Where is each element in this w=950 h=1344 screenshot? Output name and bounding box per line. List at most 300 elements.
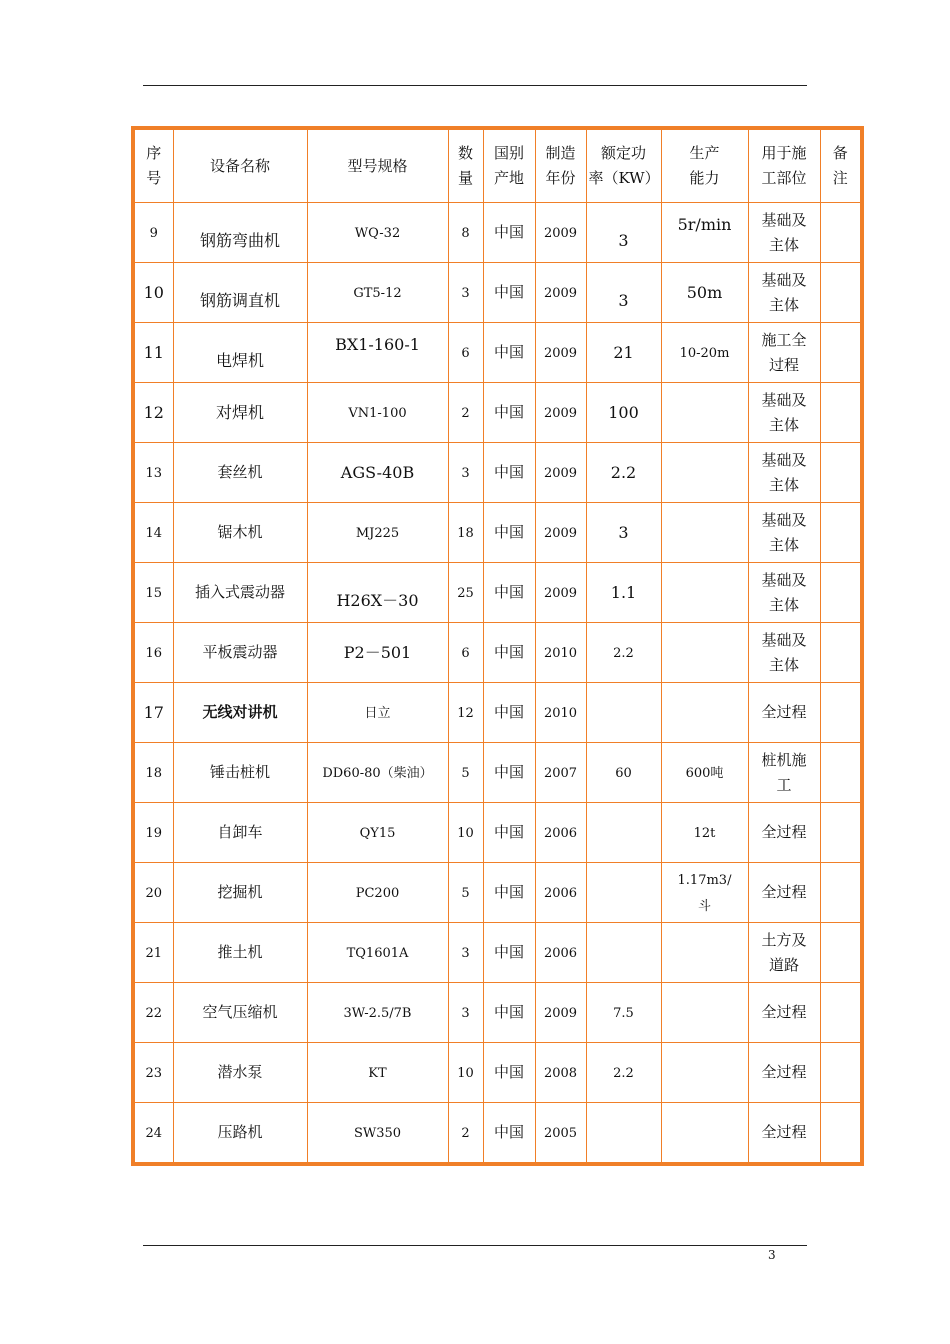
name-text: 插入式震动器 xyxy=(194,583,285,601)
header-model: 型号规格 xyxy=(307,128,448,203)
cell-capacity xyxy=(661,923,748,983)
cell-origin xyxy=(483,743,535,803)
cell-origin xyxy=(483,863,535,923)
model-text: 日立 xyxy=(364,705,391,721)
model-text: AGS-40B xyxy=(340,462,415,482)
table-row xyxy=(133,743,862,803)
seq-text: 16 xyxy=(145,645,163,661)
cell-qty xyxy=(448,623,483,683)
cell-origin xyxy=(483,683,535,743)
cell-year xyxy=(535,623,586,683)
cell-model xyxy=(307,1103,448,1165)
seq-text: 17 xyxy=(143,702,164,722)
year-text: 2006 xyxy=(543,885,578,901)
usage-text: 桩机施 工 xyxy=(761,750,807,794)
seq-text: 9 xyxy=(149,225,158,241)
table-row xyxy=(133,263,862,323)
origin-text: 中国 xyxy=(493,823,524,841)
cell-note xyxy=(820,443,862,503)
power-text: 21 xyxy=(613,342,634,362)
cell-name xyxy=(173,743,307,803)
model-text: QY15 xyxy=(359,825,396,841)
cell-model xyxy=(307,443,448,503)
origin-text: 中国 xyxy=(493,703,524,721)
header-usage: 用于施 工部位 xyxy=(748,128,820,203)
cell-note xyxy=(820,323,862,383)
header-power: 额定功 率（KW） xyxy=(586,128,661,203)
power-text: 60 xyxy=(615,765,632,781)
cell-power xyxy=(586,383,661,443)
cell-seq xyxy=(133,803,173,863)
name-text: 无线对讲机 xyxy=(202,703,278,721)
table-header-row xyxy=(133,128,862,203)
cell-usage xyxy=(748,383,820,443)
cell-capacity xyxy=(661,743,748,803)
origin-text: 中国 xyxy=(493,763,524,781)
cell-capacity xyxy=(661,1103,748,1165)
qty-text: 8 xyxy=(461,225,470,241)
cell-seq xyxy=(133,443,173,503)
seq-text: 24 xyxy=(145,1125,163,1141)
origin-text: 中国 xyxy=(493,1123,524,1141)
header-capacity: 生产 能力 xyxy=(661,128,748,203)
cell-origin xyxy=(483,443,535,503)
table-row xyxy=(133,383,862,443)
origin-text: 中国 xyxy=(493,403,524,421)
cell-capacity xyxy=(661,983,748,1043)
cell-name xyxy=(173,203,307,263)
cell-model xyxy=(307,623,448,683)
usage-text: 全过程 xyxy=(761,703,807,721)
cell-name xyxy=(173,323,307,383)
cell-seq xyxy=(133,383,173,443)
origin-text: 中国 xyxy=(493,583,524,601)
power-text: 100 xyxy=(608,402,639,422)
year-text: 2006 xyxy=(543,945,578,961)
cell-qty xyxy=(448,923,483,983)
cell-name xyxy=(173,1103,307,1165)
table-row xyxy=(133,203,862,263)
seq-text: 22 xyxy=(145,1005,163,1021)
cell-name xyxy=(173,983,307,1043)
year-text: 2009 xyxy=(543,525,578,541)
name-text: 空气压缩机 xyxy=(202,1003,278,1021)
table-row xyxy=(133,923,862,983)
cell-usage xyxy=(748,803,820,863)
cell-usage xyxy=(748,923,820,983)
table-row xyxy=(133,563,862,623)
cell-note xyxy=(820,923,862,983)
name-text: 锯木机 xyxy=(217,523,263,541)
qty-text: 5 xyxy=(461,885,470,901)
cell-power xyxy=(586,683,661,743)
cell-capacity xyxy=(661,563,748,623)
usage-text: 全过程 xyxy=(761,883,807,901)
cell-note xyxy=(820,743,862,803)
cell-power xyxy=(586,563,661,623)
cell-origin xyxy=(483,923,535,983)
cell-name xyxy=(173,563,307,623)
cell-qty xyxy=(448,263,483,323)
cell-usage xyxy=(748,323,820,383)
model-text: WQ-32 xyxy=(354,225,401,241)
name-text: 电焊机 xyxy=(215,350,264,370)
cell-capacity xyxy=(661,263,748,323)
qty-text: 6 xyxy=(461,345,470,361)
table-row xyxy=(133,323,862,383)
cell-seq xyxy=(133,863,173,923)
seq-text: 20 xyxy=(145,885,163,901)
cell-seq xyxy=(133,743,173,803)
name-text: 压路机 xyxy=(217,1123,263,1141)
cell-model xyxy=(307,743,448,803)
qty-text: 10 xyxy=(457,825,474,841)
power-text: 3 xyxy=(618,522,629,542)
cell-capacity xyxy=(661,683,748,743)
cell-capacity xyxy=(661,863,748,923)
seq-text: 11 xyxy=(143,342,164,362)
qty-text: 3 xyxy=(461,285,470,301)
cell-usage xyxy=(748,563,820,623)
cell-note xyxy=(820,623,862,683)
model-text: DD60-80（柴油） xyxy=(322,765,433,781)
cell-power xyxy=(586,1103,661,1165)
cell-name xyxy=(173,863,307,923)
cell-model xyxy=(307,263,448,323)
cell-note xyxy=(820,1043,862,1103)
cell-year xyxy=(535,443,586,503)
qty-text: 12 xyxy=(457,705,474,721)
qty-text: 10 xyxy=(457,1065,474,1081)
usage-text: 全过程 xyxy=(761,823,807,841)
power-text: 1.1 xyxy=(610,582,637,602)
cell-year xyxy=(535,563,586,623)
usage-text: 基础及 主体 xyxy=(761,570,807,614)
header-origin: 国别 产地 xyxy=(483,128,535,203)
cell-name xyxy=(173,503,307,563)
year-text: 2010 xyxy=(543,645,578,661)
cell-usage xyxy=(748,863,820,923)
cell-model xyxy=(307,683,448,743)
power-text: 7.5 xyxy=(613,1005,634,1021)
name-text: 挖掘机 xyxy=(217,883,263,901)
year-text: 2009 xyxy=(543,345,578,361)
power-text: 3 xyxy=(618,230,629,250)
cell-usage xyxy=(748,263,820,323)
power-text: 2.2 xyxy=(613,645,634,661)
cell-year xyxy=(535,803,586,863)
capacity-text: 5r/min xyxy=(677,214,732,234)
cell-usage xyxy=(748,1043,820,1103)
table-row xyxy=(133,863,862,923)
header-rule xyxy=(143,85,807,86)
cell-power xyxy=(586,923,661,983)
cell-note xyxy=(820,683,862,743)
cell-qty xyxy=(448,383,483,443)
model-text: 3W-2.5/7B xyxy=(343,1005,412,1021)
cell-seq xyxy=(133,983,173,1043)
cell-note xyxy=(820,503,862,563)
equipment-table xyxy=(131,126,864,1166)
usage-text: 施工全 过程 xyxy=(761,330,807,374)
cell-qty xyxy=(448,503,483,563)
table-row xyxy=(133,1043,862,1103)
cell-year xyxy=(535,743,586,803)
cell-year xyxy=(535,863,586,923)
cell-qty xyxy=(448,983,483,1043)
page-number: 3 xyxy=(768,1248,776,1262)
cell-note xyxy=(820,203,862,263)
cell-seq xyxy=(133,1103,173,1165)
cell-qty xyxy=(448,1043,483,1103)
origin-text: 中国 xyxy=(493,1063,524,1081)
name-text: 平板震动器 xyxy=(202,643,278,661)
footer-rule xyxy=(143,1245,807,1246)
cell-name xyxy=(173,383,307,443)
year-text: 2007 xyxy=(543,765,578,781)
cell-seq xyxy=(133,563,173,623)
name-text: 钢筋弯曲机 xyxy=(199,230,280,250)
header-seq: 序 号 xyxy=(133,128,173,203)
name-text: 推土机 xyxy=(217,943,263,961)
power-text: 2.2 xyxy=(610,462,637,482)
usage-text: 基础及 主体 xyxy=(761,210,807,254)
cell-year xyxy=(535,323,586,383)
cell-power xyxy=(586,443,661,503)
table-row xyxy=(133,623,862,683)
usage-text: 基础及 主体 xyxy=(761,450,807,494)
year-text: 2009 xyxy=(543,225,578,241)
name-text: 自卸车 xyxy=(217,823,263,841)
seq-text: 13 xyxy=(145,465,163,481)
cell-origin xyxy=(483,323,535,383)
cell-origin xyxy=(483,1103,535,1165)
model-text: GT5-12 xyxy=(353,285,402,301)
cell-usage xyxy=(748,743,820,803)
cell-note xyxy=(820,803,862,863)
cell-power xyxy=(586,803,661,863)
origin-text: 中国 xyxy=(493,1003,524,1021)
header-note: 备 注 xyxy=(820,128,862,203)
capacity-text: 12t xyxy=(693,825,716,841)
cell-model xyxy=(307,563,448,623)
usage-text: 基础及 主体 xyxy=(761,270,807,314)
capacity-text: 600吨 xyxy=(685,765,724,781)
seq-text: 10 xyxy=(143,282,164,302)
seq-text: 15 xyxy=(145,585,163,601)
cell-power xyxy=(586,503,661,563)
cell-note xyxy=(820,563,862,623)
cell-seq xyxy=(133,623,173,683)
cell-qty xyxy=(448,443,483,503)
cell-model xyxy=(307,323,448,383)
cell-year xyxy=(535,923,586,983)
cell-capacity xyxy=(661,443,748,503)
qty-text: 3 xyxy=(461,465,470,481)
cell-origin xyxy=(483,383,535,443)
qty-text: 5 xyxy=(461,765,470,781)
qty-text: 2 xyxy=(461,405,470,421)
cell-seq xyxy=(133,1043,173,1103)
origin-text: 中国 xyxy=(493,943,524,961)
table-row xyxy=(133,983,862,1043)
cell-model xyxy=(307,203,448,263)
seq-text: 23 xyxy=(145,1065,163,1081)
cell-name xyxy=(173,803,307,863)
model-text: PC200 xyxy=(355,885,400,901)
qty-text: 3 xyxy=(461,1005,470,1021)
cell-usage xyxy=(748,623,820,683)
cell-name xyxy=(173,263,307,323)
origin-text: 中国 xyxy=(493,523,524,541)
model-text: H26X－30 xyxy=(336,590,419,610)
cell-power xyxy=(586,623,661,683)
cell-power xyxy=(586,1043,661,1103)
name-text: 对焊机 xyxy=(215,402,264,422)
table-body xyxy=(133,203,862,1165)
cell-capacity xyxy=(661,803,748,863)
seq-text: 12 xyxy=(143,402,164,422)
cell-model xyxy=(307,1043,448,1103)
cell-power xyxy=(586,203,661,263)
origin-text: 中国 xyxy=(493,223,524,241)
cell-origin xyxy=(483,623,535,683)
cell-year xyxy=(535,983,586,1043)
cell-origin xyxy=(483,983,535,1043)
capacity-text: 50m xyxy=(686,282,723,302)
cell-name xyxy=(173,923,307,983)
table-row xyxy=(133,1103,862,1165)
cell-origin xyxy=(483,563,535,623)
cell-seq xyxy=(133,683,173,743)
year-text: 2009 xyxy=(543,1005,578,1021)
model-text: KT xyxy=(368,1065,387,1081)
cell-qty xyxy=(448,803,483,863)
year-text: 2009 xyxy=(543,465,578,481)
table-row xyxy=(133,803,862,863)
table-row xyxy=(133,443,862,503)
cell-note xyxy=(820,383,862,443)
model-text: P2－501 xyxy=(343,642,412,662)
cell-year xyxy=(535,503,586,563)
power-text: 3 xyxy=(618,290,629,310)
model-text: SW350 xyxy=(353,1125,402,1141)
cell-origin xyxy=(483,203,535,263)
name-text: 套丝机 xyxy=(217,463,263,481)
cell-qty xyxy=(448,683,483,743)
cell-qty xyxy=(448,323,483,383)
cell-name xyxy=(173,1043,307,1103)
cell-year xyxy=(535,383,586,443)
cell-capacity xyxy=(661,1043,748,1103)
name-text: 钢筋调直机 xyxy=(199,290,280,310)
year-text: 2008 xyxy=(543,1065,578,1081)
cell-note xyxy=(820,1103,862,1165)
cell-year xyxy=(535,683,586,743)
seq-text: 19 xyxy=(145,825,163,841)
usage-text: 全过程 xyxy=(761,1123,807,1141)
year-text: 2006 xyxy=(543,825,578,841)
cell-power xyxy=(586,983,661,1043)
qty-text: 25 xyxy=(457,585,474,601)
usage-text: 全过程 xyxy=(761,1003,807,1021)
cell-usage xyxy=(748,983,820,1043)
year-text: 2009 xyxy=(543,285,578,301)
year-text: 2009 xyxy=(543,405,578,421)
capacity-text: 10-20m xyxy=(679,345,730,361)
qty-text: 3 xyxy=(461,945,470,961)
usage-text: 基础及 主体 xyxy=(761,630,807,674)
cell-year xyxy=(535,263,586,323)
seq-text: 18 xyxy=(145,765,163,781)
power-text: 2.2 xyxy=(613,1065,634,1081)
table-row xyxy=(133,683,862,743)
cell-year xyxy=(535,1103,586,1165)
cell-capacity xyxy=(661,383,748,443)
cell-capacity xyxy=(661,203,748,263)
usage-text: 土方及 道路 xyxy=(761,930,807,974)
usage-text: 基础及 主体 xyxy=(761,390,807,434)
origin-text: 中国 xyxy=(493,883,524,901)
seq-text: 21 xyxy=(145,945,163,961)
cell-model xyxy=(307,503,448,563)
year-text: 2009 xyxy=(543,585,578,601)
header-name: 设备名称 xyxy=(173,128,307,203)
cell-seq xyxy=(133,503,173,563)
cell-origin xyxy=(483,263,535,323)
cell-power xyxy=(586,743,661,803)
year-text: 2005 xyxy=(543,1125,578,1141)
origin-text: 中国 xyxy=(493,283,524,301)
cell-note xyxy=(820,863,862,923)
usage-text: 全过程 xyxy=(761,1063,807,1081)
model-text: TQ1601A xyxy=(346,945,409,961)
cell-name xyxy=(173,443,307,503)
cell-year xyxy=(535,1043,586,1103)
cell-name xyxy=(173,683,307,743)
model-text: VN1-100 xyxy=(348,405,407,421)
cell-usage xyxy=(748,443,820,503)
year-text: 2010 xyxy=(543,705,578,721)
cell-model xyxy=(307,383,448,443)
cell-qty xyxy=(448,743,483,803)
model-text: BX1-160-1 xyxy=(335,334,420,354)
qty-text: 2 xyxy=(461,1125,470,1141)
cell-usage xyxy=(748,203,820,263)
cell-seq xyxy=(133,923,173,983)
cell-capacity xyxy=(661,623,748,683)
cell-seq xyxy=(133,203,173,263)
seq-text: 14 xyxy=(145,525,163,541)
table-row xyxy=(133,503,862,563)
model-text: MJ225 xyxy=(355,525,400,541)
cell-power xyxy=(586,323,661,383)
cell-model xyxy=(307,923,448,983)
cell-origin xyxy=(483,803,535,863)
cell-power xyxy=(586,263,661,323)
cell-seq xyxy=(133,263,173,323)
header-qty: 数 量 xyxy=(448,128,483,203)
cell-note xyxy=(820,983,862,1043)
cell-qty xyxy=(448,863,483,923)
name-text: 锤击桩机 xyxy=(209,763,270,781)
cell-note xyxy=(820,263,862,323)
capacity-text: 1.17m3/ 斗 xyxy=(677,872,732,914)
origin-text: 中国 xyxy=(493,343,524,361)
header-year: 制造 年份 xyxy=(535,128,586,203)
cell-usage xyxy=(748,503,820,563)
cell-origin xyxy=(483,503,535,563)
